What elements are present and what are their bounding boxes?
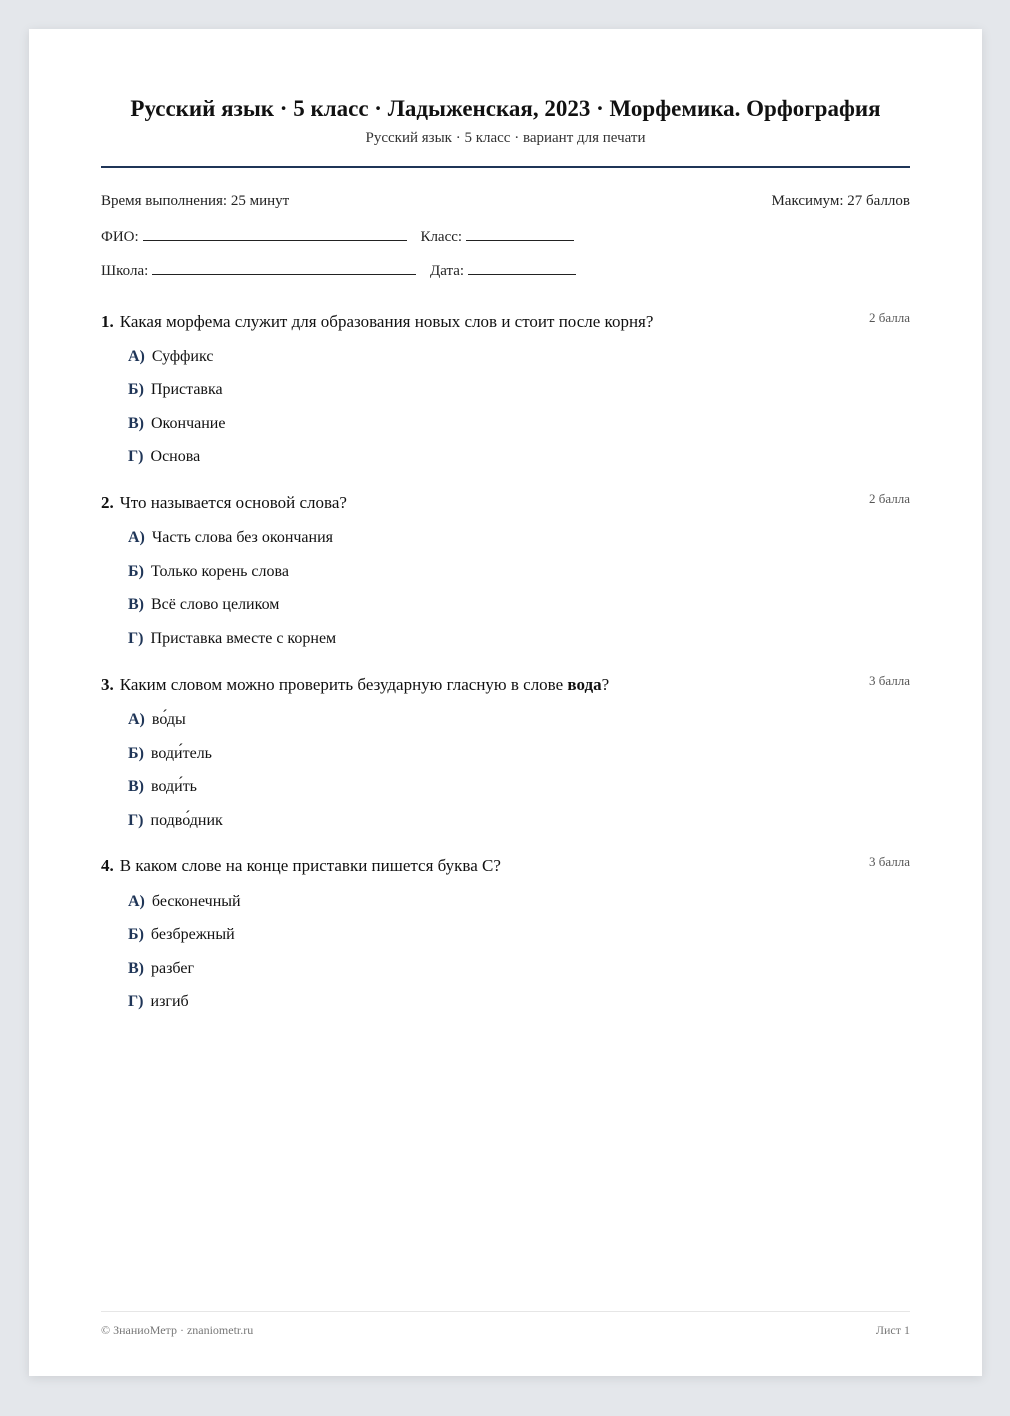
option-text: бесконечный bbox=[151, 893, 241, 910]
option-letter: А) bbox=[128, 711, 145, 728]
question-number: 4. bbox=[101, 856, 114, 875]
question-header bbox=[101, 675, 910, 695]
answer-option[interactable] bbox=[128, 447, 200, 467]
option-letter: Б) bbox=[128, 563, 144, 580]
answer-option[interactable] bbox=[128, 528, 333, 548]
option-text: Суффикс bbox=[151, 348, 214, 365]
date-line[interactable] bbox=[468, 260, 576, 275]
answer-option[interactable] bbox=[128, 959, 194, 979]
question-text-end: ? bbox=[601, 675, 610, 694]
question-text: Что называется основой слова? bbox=[119, 493, 347, 512]
question-points: 3 балла bbox=[869, 673, 910, 688]
header-divider bbox=[101, 166, 910, 168]
option-text: Основа bbox=[150, 448, 201, 465]
max-score: Максимум: 27 баллов bbox=[771, 193, 910, 209]
time-limit: Время выполнения: 25 минут bbox=[101, 193, 290, 209]
option-text: Приставка bbox=[150, 381, 223, 398]
footer-copyright: © ЗнаниоМетр · znaniometr.ru bbox=[101, 1323, 254, 1337]
option-text: Окончание bbox=[151, 415, 226, 432]
question-header bbox=[101, 493, 910, 513]
answer-option[interactable] bbox=[128, 380, 223, 400]
footer-divider bbox=[101, 1311, 910, 1312]
question-keyword: вода bbox=[567, 675, 602, 694]
question-points: 3 балла bbox=[869, 854, 910, 869]
answer-option[interactable] bbox=[128, 629, 336, 649]
answer-option[interactable] bbox=[128, 710, 186, 730]
school-line[interactable] bbox=[152, 260, 416, 275]
date-label: Дата: bbox=[430, 263, 465, 279]
option-letter: А) bbox=[128, 893, 145, 910]
option-letter: Б) bbox=[128, 926, 144, 943]
option-letter: Б) bbox=[128, 381, 144, 398]
option-letter: Б) bbox=[128, 745, 144, 762]
answer-option[interactable] bbox=[128, 892, 241, 912]
answer-option[interactable] bbox=[128, 414, 225, 434]
question-number: 2. bbox=[101, 493, 114, 512]
question-3 bbox=[101, 673, 910, 829]
option-text: разбег bbox=[151, 960, 195, 977]
option-text: Только корень слова bbox=[150, 563, 289, 580]
worksheet-page bbox=[29, 29, 982, 1376]
option-text: Всё слово целиком bbox=[151, 596, 280, 613]
page-subtitle: Русский язык · 5 класс · вариант для печати bbox=[365, 130, 646, 146]
class-line[interactable] bbox=[466, 226, 574, 241]
answer-option[interactable] bbox=[128, 562, 289, 582]
fio-line[interactable] bbox=[143, 226, 407, 241]
question-text: В каком слове на конце приставки пишется буква С? bbox=[119, 856, 501, 875]
answer-option[interactable] bbox=[128, 777, 197, 797]
option-letter: В) bbox=[128, 415, 144, 432]
question-header bbox=[101, 312, 910, 332]
question-1 bbox=[101, 310, 910, 465]
class-label: Класс: bbox=[420, 229, 463, 245]
answer-option[interactable] bbox=[128, 595, 279, 615]
fio-label: ФИО: bbox=[101, 229, 139, 245]
question-number: 1. bbox=[101, 312, 114, 331]
question-text: Каким словом можно проверить безударную гласную в слове bbox=[119, 675, 568, 694]
option-letter: В) bbox=[128, 596, 144, 613]
option-text: подво́дник bbox=[150, 812, 223, 829]
answer-option[interactable] bbox=[128, 992, 189, 1012]
question-4 bbox=[101, 854, 910, 1010]
option-letter: А) bbox=[128, 348, 145, 365]
question-header bbox=[101, 856, 910, 876]
option-text: Приставка вместе с корнем bbox=[150, 630, 337, 647]
page-content bbox=[101, 29, 910, 1376]
option-text: Часть слова без окончания bbox=[151, 529, 334, 546]
option-text: води́тель bbox=[150, 745, 212, 762]
page-title: Русский язык · 5 класс · Ладыженская, 2023 · Морфемика. Орфография bbox=[130, 96, 881, 121]
question-number: 3. bbox=[101, 675, 114, 694]
fio-class-row bbox=[101, 226, 574, 246]
option-letter: В) bbox=[128, 960, 144, 977]
answer-option[interactable] bbox=[128, 811, 223, 831]
question-text: Какая морфема служит для образования новых слов и стоит после корня? bbox=[119, 312, 654, 331]
option-text: изгиб bbox=[150, 993, 189, 1010]
answer-option[interactable] bbox=[128, 744, 212, 764]
question-2 bbox=[101, 491, 910, 647]
school-label: Школа: bbox=[101, 263, 149, 279]
option-text: води́ть bbox=[151, 778, 197, 795]
option-letter: Г) bbox=[128, 630, 144, 647]
question-points: 2 балла bbox=[869, 310, 910, 325]
option-text: во́ды bbox=[151, 711, 186, 728]
option-letter: Г) bbox=[128, 812, 144, 829]
answer-option[interactable] bbox=[128, 347, 213, 367]
option-letter: А) bbox=[128, 529, 145, 546]
option-letter: Г) bbox=[128, 448, 144, 465]
school-date-row bbox=[101, 260, 576, 280]
answer-option[interactable] bbox=[128, 925, 235, 945]
option-letter: Г) bbox=[128, 993, 144, 1010]
footer-page-number: Лист 1 bbox=[875, 1323, 910, 1337]
question-points: 2 балла bbox=[869, 491, 910, 506]
option-letter: В) bbox=[128, 778, 144, 795]
option-text: безбрежный bbox=[150, 926, 235, 943]
